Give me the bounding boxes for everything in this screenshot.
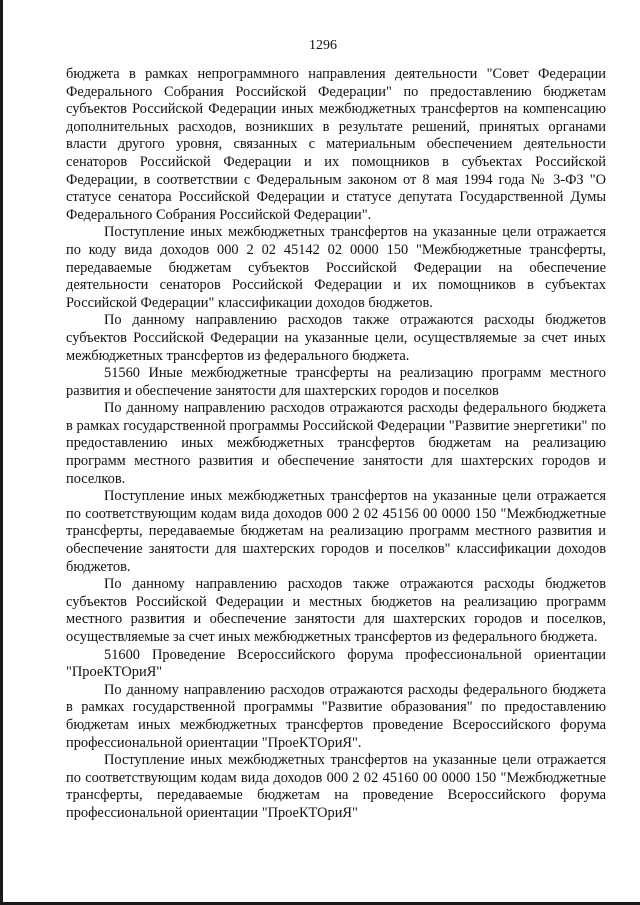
paragraph: По данному направлению расходов также отражаются расходы бюджетов субъектов Российской Федерации и местных бюджетов на реализацию программ местного развития и обеспечение занятости для шахтерских городов и поселков, осуществляемые за счет иных межбюджетных трансфертов из федерального бюджета. [66, 576, 606, 645]
section-heading: 51560 Иные межбюджетные трансферты на реализацию программ местного развития и обеспечение занятости для шахтерских городов и поселков [66, 365, 606, 399]
paragraph: По данному направлению расходов также отражаются расходы бюджетов субъектов Российской Федерации на указанные цели, осуществляемые за счет иных межбюджетных трансфертов из федерального бюджета. [66, 312, 606, 364]
page-number: 1296 [309, 38, 337, 53]
paragraph: По данному направлению расходов отражаются расходы федерального бюджета в рамках государственной программы Российской Федерации "Развитие энергетики" по предоставлению иных межбюджетных трансфертов бюджетам на реализацию программ местного развития и обеспечение занятости для шахтерских городов и поселков. [66, 400, 606, 487]
paragraph: Поступление иных межбюджетных трансфертов на указанные цели отражается по соответствующим кодам вида доходов 000 2 02 45156 00 0000 150 "Межбюджетные трансферты, передаваемые бюджетам на реализацию программ местного развития и обеспечение занятости для шахтерских городов и поселков" классификации доходов бюджетов. [66, 488, 606, 575]
paragraph: Поступление иных межбюджетных трансфертов на указанные цели отражается по коду вида доходов 000 2 02 45142 02 0000 150 "Межбюджетные трансферты, передаваемые бюджетам субъектов Российской Федерации на обеспечение деятельности сенаторов Российской Федерации и их помощников в субъектах Российской Федерации" классификации доходов бюджетов. [66, 224, 606, 311]
paragraph: бюджета в рамках непрограммного направления деятельности "Совет Федерации Федерального Собрания Российской Федерации" по предоставлению бюджетам субъектов Российской Федерации иных межбюджетных трансфертов на компенсацию дополнительных расходов, возникших в результате решений, принятых органами власти другого уровня, связанных с материальным обеспечением деятельности сенаторов Российской Федерации и их помощников в субъектах Российской Федерации, в соответствии с Федеральным законом от 8 мая 1994 года № 3-ФЗ "О статусе сенатора Российской Федерации и статусе депутата Государственной Думы Федерального Собрания Российской Федерации". [66, 66, 606, 223]
document-body [66, 66, 606, 823]
paragraph: Поступление иных межбюджетных трансфертов на указанные цели отражается по соответствующим кодам вида доходов 000 2 02 45160 00 0000 150 "Межбюджетные трансферты, передаваемые бюджетам на проведение Всероссийского форума профессиональной ориентации "ПроеКТОриЯ" [66, 752, 606, 821]
section-heading: 51600 Проведение Всероссийского форума профессиональной ориентации "ПроеКТОриЯ" [66, 646, 606, 681]
paragraph: По данному направлению расходов отражаются расходы федерального бюджета в рамках государственной программы "Развитие образования" по предоставлению бюджетам иных межбюджетных трансфертов проведение Всероссийского форума профессиональной ориентации "ПроеКТОриЯ". [66, 681, 606, 751]
